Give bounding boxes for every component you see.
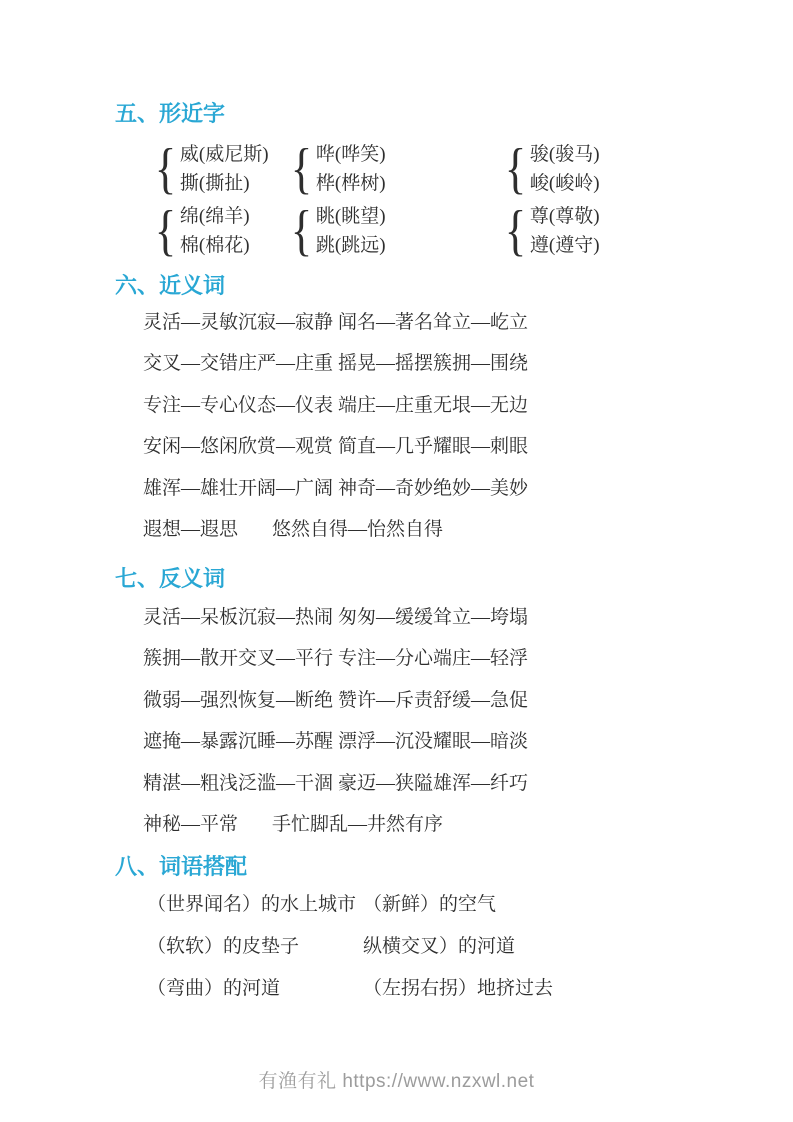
brace-glyph: { [504, 138, 527, 200]
collocation: （软软）的皮垫子 [147, 936, 300, 957]
word-pair: 闻名—著名 [338, 312, 434, 333]
collocations-list [147, 894, 553, 1020]
char-pair-top: 眺(眺望) [315, 206, 386, 227]
antonym-row [143, 690, 528, 731]
section-heading-collocations: 八、词语搭配 [115, 854, 248, 879]
word-pair: 沉寂—热闹 [238, 607, 334, 628]
word-pair: 沉睡—苏醒 [238, 731, 334, 753]
section-heading-antonyms: 七、反义词 [115, 566, 226, 591]
word-pair: 无垠—无边 [433, 394, 529, 416]
char-pair-group [152, 140, 288, 198]
word-pair: 神奇—奇妙 [338, 477, 434, 499]
synonym-row [143, 395, 528, 436]
char-pair-group [288, 202, 502, 260]
char-pair-bottom: 棉(棉花) [179, 235, 250, 256]
word-pair: 簇拥—围绕 [433, 353, 529, 375]
collocation-row [147, 978, 553, 1020]
char-pair-bottom: 桦(桦树) [315, 173, 386, 194]
char-pair-top: 哗(哗笑) [315, 144, 386, 165]
word-pair: 豪迈—狭隘 [338, 772, 434, 794]
char-pair-bottom: 跳(跳远) [315, 235, 386, 256]
word-pair: 神秘—平常 [143, 813, 239, 835]
word-pair: 遮掩—暴露 [143, 731, 239, 753]
word-pair: 精湛—粗浅 [143, 772, 239, 794]
word-pair: 簇拥—散开 [143, 648, 239, 670]
synonyms-list [143, 312, 528, 560]
word-pair: 灵活—灵敏 [143, 312, 239, 333]
word-pair: 匆匆—缓缓 [338, 607, 434, 628]
word-pair: 遐想—遐思 [143, 518, 239, 540]
synonym-row [143, 478, 528, 519]
word-pair: 简直—几乎 [338, 436, 434, 458]
word-pair: 专注—专心 [143, 394, 239, 416]
synonym-row [143, 519, 528, 560]
word-pair: 欣赏—观赏 [238, 436, 334, 458]
word-pair: 耀眼—暗淡 [433, 731, 529, 753]
word-pair: 交叉—交错 [143, 353, 239, 375]
word-pair: 庄严—庄重 [238, 353, 334, 375]
collocation-row [147, 936, 553, 978]
word-pair: 交叉—平行 [238, 648, 334, 670]
word-pair: 微弱—强烈 [143, 689, 239, 711]
collocation-row [147, 894, 553, 936]
word-pair: 雄浑—纤巧 [433, 772, 529, 794]
char-pair-top: 威(威尼斯) [179, 144, 269, 165]
word-pair: 专注—分心 [338, 648, 434, 670]
similar-chars-groups [152, 140, 600, 264]
char-pair-group [502, 140, 600, 198]
word-pair: 摇晃—摇摆 [338, 353, 434, 375]
word-pair: 手忙脚乱—井然有序 [272, 813, 444, 835]
collocation: 纵横交叉）的河道 [363, 936, 516, 957]
word-pair: 泛滥—干涸 [238, 772, 334, 794]
word-pair: 舒缓—急促 [433, 689, 529, 711]
word-pair: 开阔—广阔 [238, 477, 334, 499]
char-pair-bottom: 遵(遵守) [529, 235, 600, 256]
word-pair: 沉寂—寂静 [238, 312, 334, 333]
word-pair: 耸立—垮塌 [433, 607, 529, 628]
word-pair: 漂浮—沉没 [338, 731, 434, 753]
char-pair-group [502, 202, 600, 260]
section-heading-similar-chars: 五、形近字 [115, 101, 226, 126]
antonym-row [143, 731, 528, 772]
word-pair: 耀眼—刺眼 [433, 436, 529, 458]
collocation: （左拐右拐）地挤过去 [363, 978, 554, 999]
char-pair-top: 尊(尊敬) [529, 206, 600, 227]
brace-glyph: { [290, 200, 313, 262]
synonym-row [143, 436, 528, 477]
word-pair: 灵活—呆板 [143, 607, 239, 628]
word-pair: 雄浑—雄壮 [143, 477, 239, 499]
brace-glyph: { [290, 138, 313, 200]
word-pair: 端庄—庄重 [338, 394, 434, 416]
brace-glyph: { [154, 200, 177, 262]
collocation: （弯曲）的河道 [147, 978, 281, 999]
collocation: （世界闻名）的水上城市 [147, 894, 357, 915]
word-pair: 仪态—仪表 [238, 394, 334, 416]
antonym-row [143, 814, 528, 855]
synonym-row [143, 353, 528, 394]
word-pair: 安闲—悠闲 [143, 436, 239, 458]
antonym-row [143, 607, 528, 648]
char-pair-top: 骏(骏马) [529, 144, 600, 165]
word-pair: 端庄—轻浮 [433, 648, 529, 670]
section-heading-synonyms: 六、近义词 [115, 273, 226, 298]
antonyms-list [143, 607, 528, 855]
word-pair: 耸立—屹立 [433, 312, 529, 333]
word-pair: 赞许—斥责 [338, 689, 434, 711]
word-pair: 绝妙—美妙 [433, 477, 529, 499]
synonym-row [143, 312, 528, 353]
collocation: （新鲜）的空气 [363, 894, 497, 915]
char-pair-bottom: 峻(峻岭) [529, 173, 600, 194]
brace-glyph: { [154, 138, 177, 200]
brace-glyph: { [504, 200, 527, 262]
char-pair-group [152, 202, 288, 260]
char-pair-group [288, 140, 502, 198]
antonym-row [143, 648, 528, 689]
antonym-row [143, 773, 528, 814]
char-pair-bottom: 撕(撕扯) [179, 173, 250, 194]
char-pair-top: 绵(绵羊) [179, 206, 250, 227]
word-pair: 悠然自得—怡然自得 [272, 518, 444, 540]
word-pair: 恢复—断绝 [238, 689, 334, 711]
footer-watermark: 有渔有礼 https://www.nzxwl.net [258, 1071, 535, 1092]
